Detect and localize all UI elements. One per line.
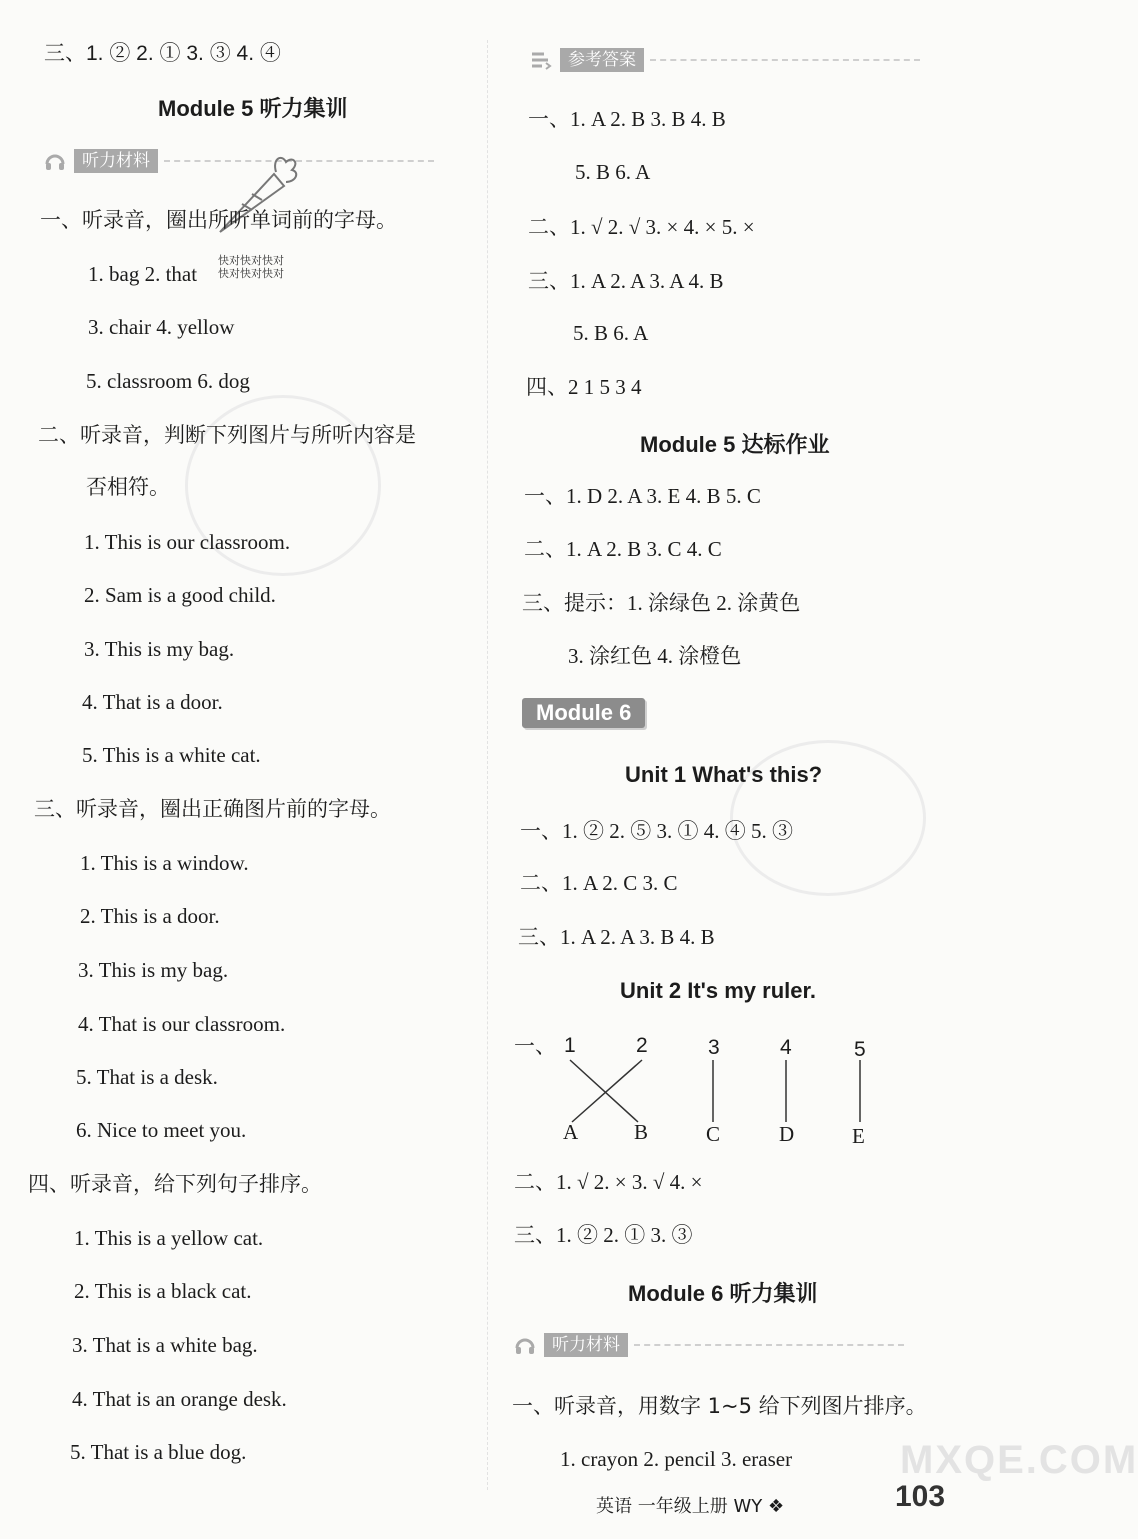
answer-line: 3. 涂红色 4. 涂橙色 xyxy=(568,644,742,668)
answer-lines-icon xyxy=(530,49,552,71)
list-item: 2. Sam is a good child. xyxy=(84,583,276,607)
list-item: 4. That is an orange desk. xyxy=(72,1387,287,1411)
answer-line: 一、1. A 2. B 3. B 4. B xyxy=(528,107,726,131)
answer-line: 三、1. A 2. A 3. B 4. B xyxy=(518,925,715,949)
question-heading: 四、听录音，给下列句子排序。 xyxy=(28,1172,322,1196)
answer-line: 一、1. ② 2. ⑤ 3. ① 4. ④ 5. ③ xyxy=(520,819,793,843)
tag-rule xyxy=(650,59,920,61)
answer-line: 三、1. A 2. A 3. A 4. B xyxy=(528,269,724,293)
match-bottom-label: D xyxy=(779,1122,795,1146)
list-item: 1. This is a yellow cat. xyxy=(74,1226,264,1250)
list-item: 5. This is a white cat. xyxy=(82,743,261,767)
answer-line: 5. B 6. A xyxy=(573,321,649,345)
match-bottom-label: E xyxy=(852,1124,865,1148)
list-item: 5. classroom 6. dog xyxy=(86,369,250,393)
list-item: 3. That is a white bag. xyxy=(72,1333,258,1357)
question-heading: 一、听录音，用数字 1~5 给下列图片排序。 xyxy=(512,1394,927,1418)
match-top-label: 4 xyxy=(780,1036,792,1059)
answer-line: 二、1. A 2. C 3. C xyxy=(520,871,678,895)
answer-line: 一、1. D 2. A 3. E 4. B 5. C xyxy=(524,484,761,508)
match-top-label: 5 xyxy=(854,1038,866,1061)
section-title: Module 6 听力集训 xyxy=(628,1281,818,1306)
match-bottom-label: C xyxy=(706,1122,721,1146)
answer-line: 三、提示：1. 涂绿色 2. 涂黄色 xyxy=(522,591,801,615)
list-item: 3. This is my bag. xyxy=(78,958,229,982)
section-title: Module 5 达标作业 xyxy=(640,432,830,457)
match-top-label: 3 xyxy=(708,1036,720,1059)
unit-title: Unit 2 It's my ruler. xyxy=(620,978,816,1003)
list-item: 3. This is my bag. xyxy=(84,637,235,661)
unit-title: Unit 1 What's this? xyxy=(625,762,823,787)
headphones-icon xyxy=(514,1334,536,1356)
tag-label: 听力材料 xyxy=(544,1333,628,1357)
match-bottom-label: B xyxy=(634,1120,649,1144)
site-watermark: MXQE.COM xyxy=(900,1438,1138,1482)
list-item: 6. Nice to meet you. xyxy=(76,1118,247,1142)
page-footer: 英语 一年级上册 WY ❖ xyxy=(596,1496,785,1517)
list-item: 1. crayon 2. pencil 3. eraser xyxy=(560,1447,793,1471)
answer-tag xyxy=(530,47,920,73)
headphones-icon xyxy=(44,150,66,172)
answer-line: 四、2 1 5 3 4 xyxy=(526,375,642,399)
list-item: 4. That is a door. xyxy=(82,690,223,714)
prev-answer-line: 三、1. ② 2. ① 3. ③ 4. ④ xyxy=(44,42,281,65)
match-top-label: 1 xyxy=(564,1034,576,1057)
match-lines xyxy=(560,1058,880,1124)
answer-line: 二、1. A 2. B 3. C 4. C xyxy=(524,537,722,561)
answer-line: 二、1. √ 2. √ 3. × 4. × 5. × xyxy=(528,215,755,239)
stamp-text: 快对快对快对 快对快对快对 xyxy=(218,254,284,280)
list-item: 2. This is a black cat. xyxy=(74,1279,252,1303)
list-item: 1. This is our classroom. xyxy=(84,530,291,554)
tag-rule xyxy=(634,1344,904,1346)
question-heading: 三、听录音，圈出正确图片前的字母。 xyxy=(34,797,391,821)
list-item: 3. chair 4. yellow xyxy=(88,315,235,339)
answer-line: 5. B 6. A xyxy=(575,160,651,184)
tag-label: 听力材料 xyxy=(74,149,158,173)
answer-line: 二、1. √ 2. × 3. √ 4. × xyxy=(514,1170,703,1194)
match-top-label: 2 xyxy=(636,1034,648,1057)
question-heading: 二、听录音，判断下列图片与所听内容是 xyxy=(38,423,416,447)
list-item: 1. bag 2. that xyxy=(88,262,198,286)
list-item: 1. This is a window. xyxy=(80,851,249,875)
question-heading: 一、听录音，圈出所听单词前的字母。 xyxy=(40,208,397,232)
list-item: 4. That is our classroom. xyxy=(78,1012,286,1036)
question-heading-cont: 否相符。 xyxy=(86,475,170,499)
page-number: 103 xyxy=(895,1480,946,1513)
column-divider xyxy=(487,40,488,1490)
list-item: 5. That is a blue dog. xyxy=(70,1440,247,1464)
section-tag xyxy=(514,1332,904,1358)
answer-line: 三、1. ② 2. ① 3. ③ xyxy=(514,1223,693,1247)
tag-label: 参考答案 xyxy=(560,48,644,72)
section-title: Module 5 听力集训 xyxy=(158,96,348,121)
module-badge: Module 6 xyxy=(522,698,645,728)
list-item: 5. That is a desk. xyxy=(76,1065,218,1089)
match-label: 一、 xyxy=(514,1034,556,1058)
list-item: 2. This is a door. xyxy=(80,904,220,928)
match-bottom-label: A xyxy=(563,1120,579,1144)
